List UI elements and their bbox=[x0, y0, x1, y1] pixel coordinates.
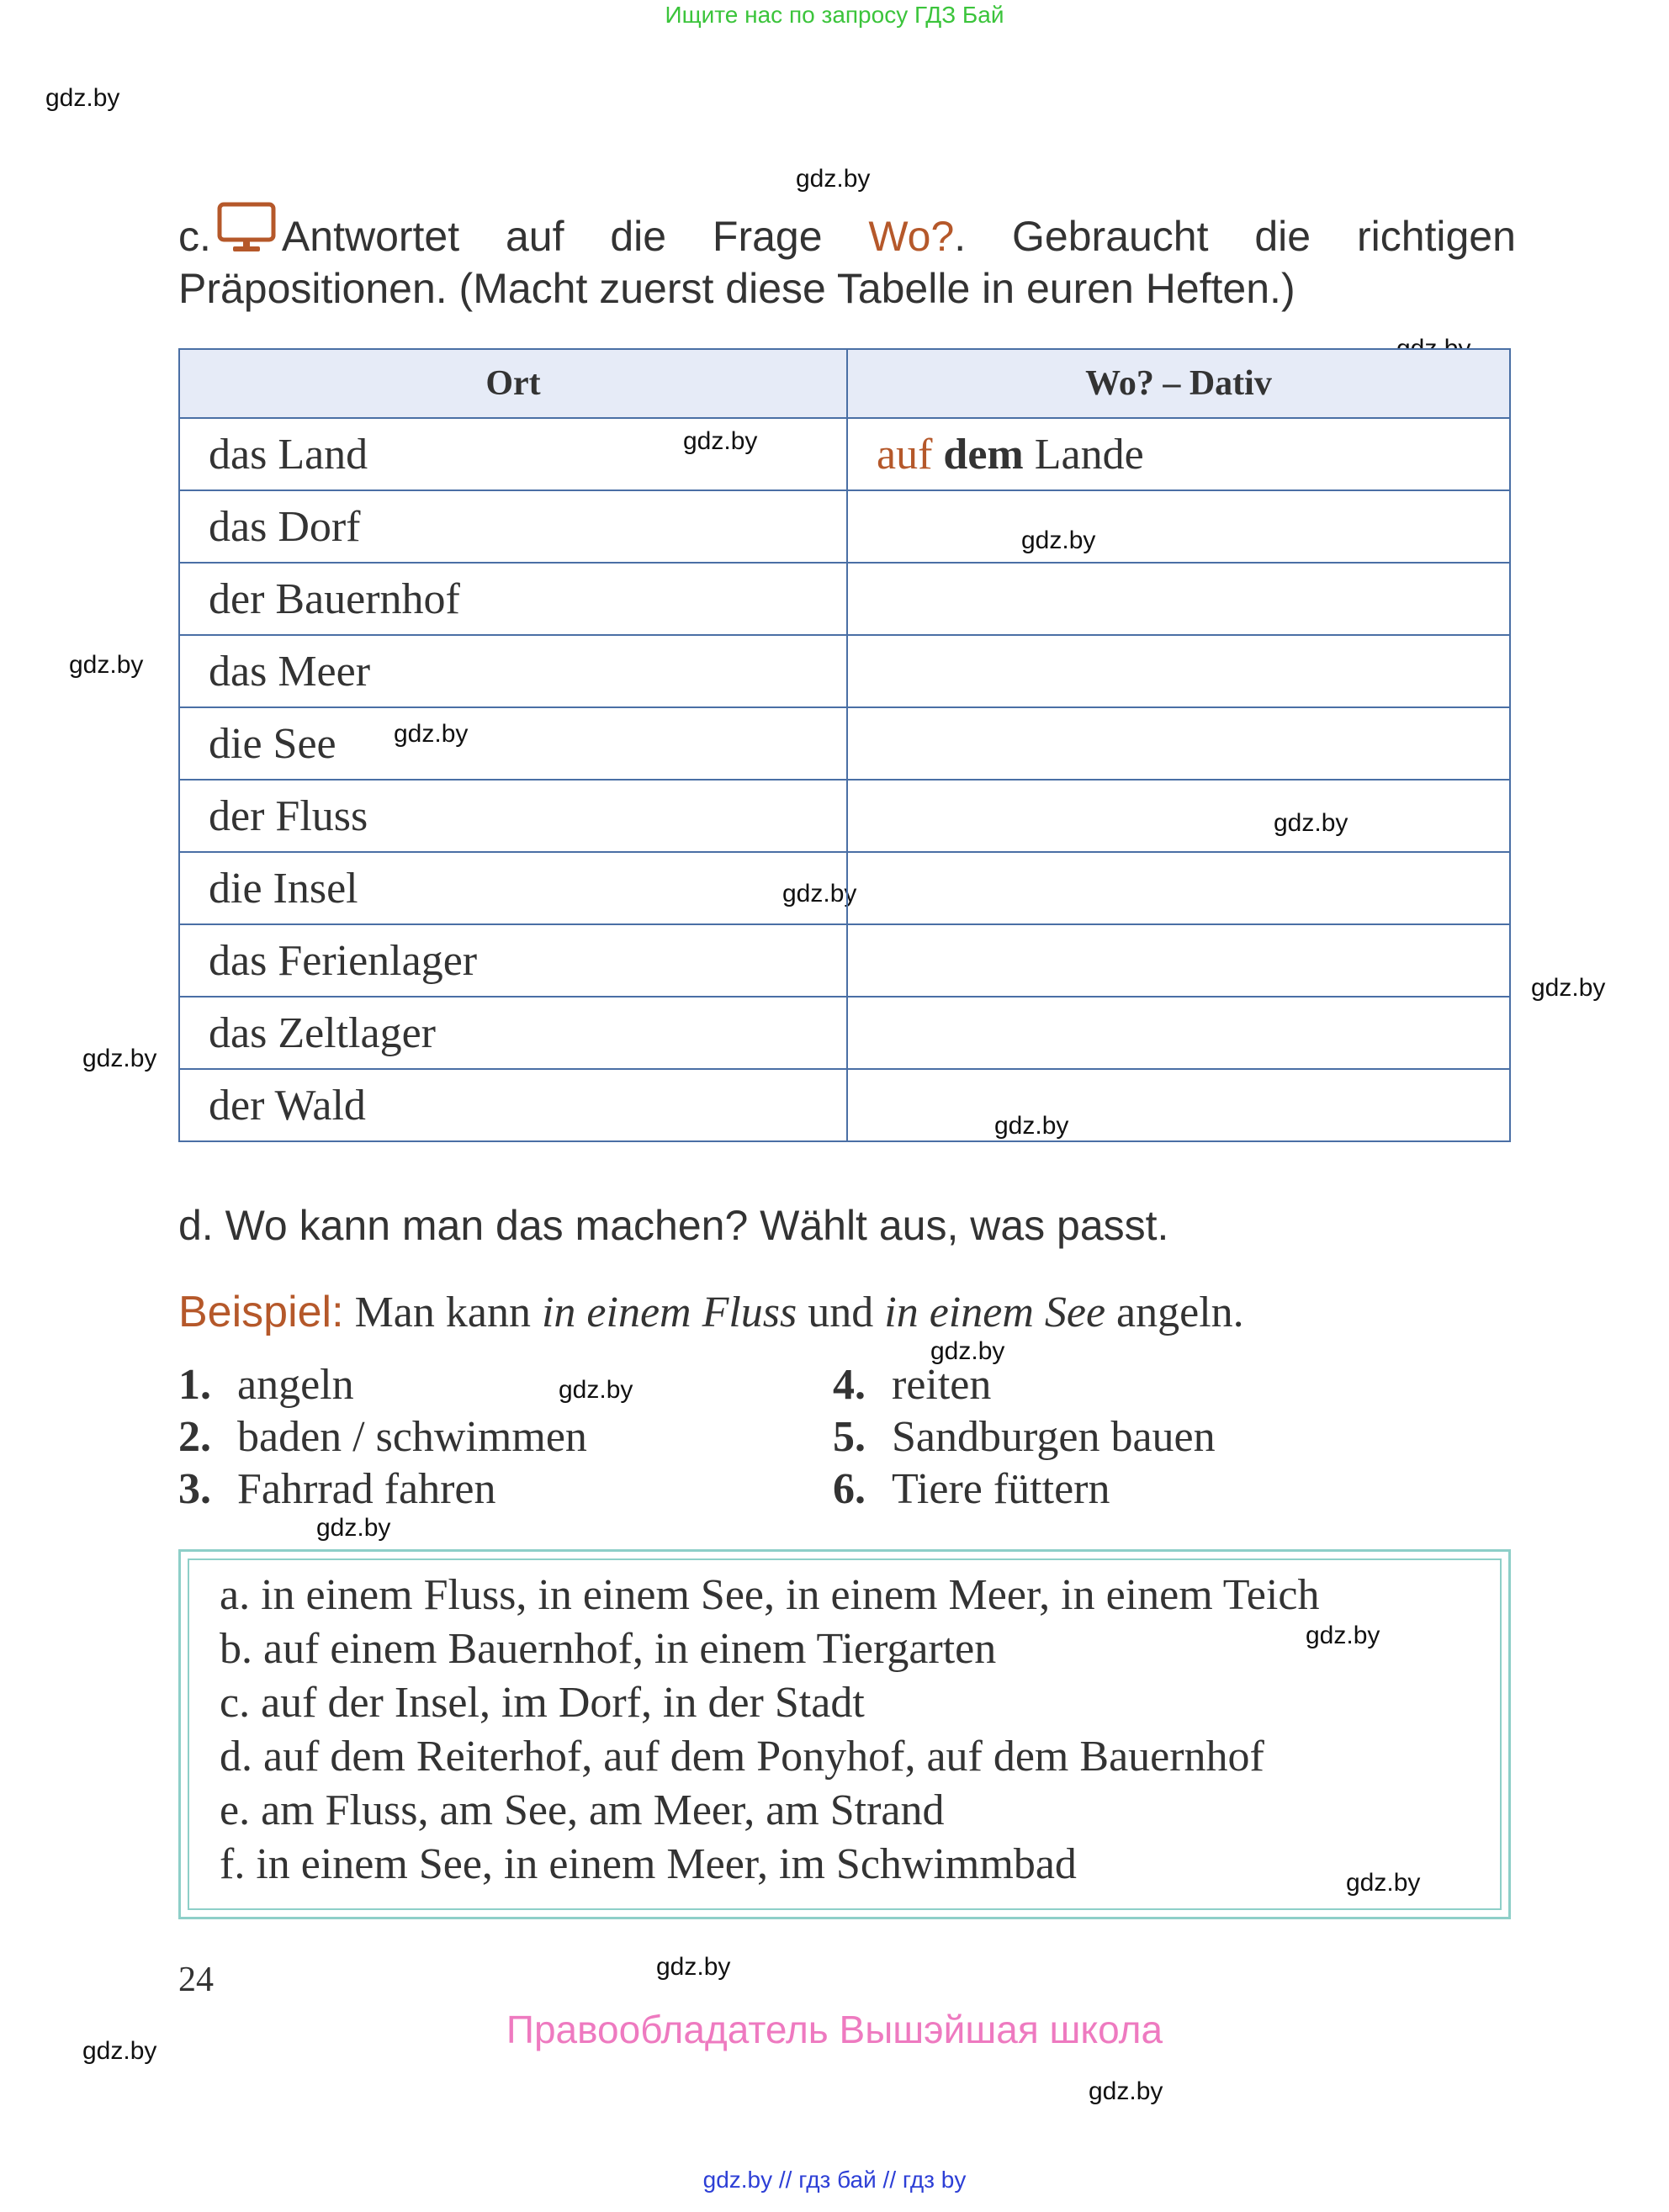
watermark: gdz.by bbox=[1021, 527, 1096, 554]
example-sentence bbox=[178, 1287, 1244, 1337]
example-italic: in einem Fluss bbox=[541, 1289, 797, 1336]
instruction-line-2: Präpositionen. (Macht zuerst diese Tabelle in euren Heften.) bbox=[178, 265, 1295, 312]
table-row bbox=[179, 780, 1510, 852]
activities-list-right bbox=[833, 1359, 1216, 1516]
place-cell: das Dorf bbox=[179, 490, 847, 563]
rights-holder: Правообладатель Вышэйшая школа bbox=[506, 2008, 1163, 2051]
example-text: Man kann bbox=[343, 1289, 542, 1336]
punctuation: . bbox=[954, 213, 967, 260]
computer-monitor-icon bbox=[216, 202, 277, 254]
place-cell: die Insel bbox=[179, 852, 847, 924]
word: die bbox=[1254, 213, 1311, 260]
table-row bbox=[179, 707, 1510, 780]
place-cell: das Ferienlager bbox=[179, 924, 847, 997]
table-row bbox=[179, 997, 1510, 1069]
answer-cell[interactable] bbox=[847, 852, 1510, 924]
watermark: gdz.by bbox=[796, 165, 871, 193]
watermark: gdz.by bbox=[82, 1045, 157, 1072]
answer-cell[interactable] bbox=[847, 635, 1510, 707]
option-c: c. auf der Insel, im Dorf, in der Stadt bbox=[220, 1679, 865, 1727]
word: Gebraucht bbox=[1012, 213, 1209, 260]
watermark: gdz.by bbox=[994, 1112, 1069, 1140]
answer-noun: Lande bbox=[1034, 430, 1144, 479]
bottom-links[interactable]: gdz.by // гдз бай // гдз by bbox=[702, 2167, 967, 2193]
question-word: Wo? bbox=[868, 213, 955, 260]
watermark: gdz.by bbox=[782, 880, 857, 908]
list-item bbox=[833, 1359, 1216, 1411]
item-text: Fahrrad fahren bbox=[237, 1465, 496, 1513]
header-ort: Ort bbox=[179, 349, 847, 418]
example-text: angeln. bbox=[1105, 1289, 1244, 1336]
table-row bbox=[179, 635, 1510, 707]
item-number: 3. bbox=[178, 1465, 211, 1513]
list-item bbox=[178, 1359, 587, 1411]
watermark: gdz.by bbox=[69, 651, 144, 679]
task-d-title: d. Wo kann man das machen? Wählt aus, was passt. bbox=[178, 1202, 1169, 1249]
task-c-instruction bbox=[178, 202, 1516, 315]
word: Antwortet bbox=[281, 213, 460, 260]
places-table bbox=[178, 348, 1511, 1142]
option-d: d. auf dem Reiterhof, auf dem Ponyhof, auf dem Bauernhof bbox=[220, 1733, 1264, 1781]
activities-list-left bbox=[178, 1359, 587, 1516]
options-list bbox=[220, 1569, 1319, 1892]
top-note: Ищите нас по запросу ГДЗ Бай bbox=[665, 2, 1004, 28]
watermark: gdz.by bbox=[394, 720, 469, 748]
answer-cell[interactable] bbox=[847, 924, 1510, 997]
watermark: gdz.by bbox=[1274, 809, 1348, 837]
item-number: 6. bbox=[833, 1465, 866, 1513]
place-cell: der Fluss bbox=[179, 780, 847, 852]
word: richtigen bbox=[1356, 213, 1516, 260]
place-cell: das Land bbox=[179, 418, 847, 490]
option-e: e. am Fluss, am See, am Meer, am Strand bbox=[220, 1786, 945, 1834]
list-item bbox=[833, 1411, 1216, 1463]
answer-cell[interactable] bbox=[847, 563, 1510, 635]
example-text: und bbox=[797, 1289, 885, 1336]
option-b: b. auf einem Bauernhof, in einem Tiergarten bbox=[220, 1625, 997, 1673]
watermark: gdz.by bbox=[930, 1337, 1005, 1365]
watermark: gdz.by bbox=[316, 1514, 391, 1542]
item-text: reiten bbox=[892, 1361, 992, 1409]
example-italic: in einem See bbox=[884, 1289, 1106, 1336]
place-cell: das Meer bbox=[179, 635, 847, 707]
watermark: gdz.by bbox=[1346, 1869, 1421, 1897]
watermark: gdz.by bbox=[82, 2037, 157, 2065]
item-text: angeln bbox=[237, 1361, 354, 1409]
answer-cell bbox=[847, 418, 1510, 490]
watermark: gdz.by bbox=[683, 427, 758, 455]
word: die bbox=[610, 213, 667, 260]
item-number: 1. bbox=[178, 1361, 211, 1409]
watermark: gdz.by bbox=[1089, 2077, 1163, 2105]
place-cell: das Zeltlager bbox=[179, 997, 847, 1069]
item-text: Tiere füttern bbox=[892, 1465, 1110, 1513]
item-number: 5. bbox=[833, 1413, 866, 1461]
answer-article: dem bbox=[943, 430, 1024, 479]
header-wo-dativ: Wo? – Dativ bbox=[847, 349, 1510, 418]
watermark: gdz.by bbox=[559, 1376, 633, 1404]
place-cell: der Bauernhof bbox=[179, 563, 847, 635]
answer-preposition: auf bbox=[877, 430, 933, 479]
options-box bbox=[178, 1549, 1511, 1919]
task-letter: c. bbox=[178, 213, 211, 260]
item-number: 4. bbox=[833, 1361, 866, 1409]
word: auf bbox=[505, 213, 564, 260]
table-row bbox=[179, 563, 1510, 635]
answer-cell[interactable] bbox=[847, 780, 1510, 852]
answer-cell[interactable] bbox=[847, 1069, 1510, 1141]
list-item bbox=[178, 1411, 587, 1463]
example-label: Beispiel: bbox=[178, 1288, 344, 1336]
table-row bbox=[179, 852, 1510, 924]
item-text: baden / schwimmen bbox=[237, 1413, 587, 1461]
option-f: f. in einem See, in einem Meer, im Schwimmbad bbox=[220, 1840, 1077, 1888]
answer-cell[interactable] bbox=[847, 707, 1510, 780]
place-cell: der Wald bbox=[179, 1069, 847, 1141]
word: Frage bbox=[712, 213, 823, 260]
watermark: gdz.by bbox=[656, 1953, 731, 1981]
watermark: gdz.by bbox=[45, 84, 120, 112]
item-text: Sandburgen bauen bbox=[892, 1413, 1216, 1461]
list-item bbox=[178, 1463, 587, 1516]
page-number: 24 bbox=[178, 1961, 214, 1999]
table-row bbox=[179, 924, 1510, 997]
table-header-row bbox=[179, 349, 1510, 418]
table-row bbox=[179, 1069, 1510, 1141]
answer-cell[interactable] bbox=[847, 490, 1510, 563]
list-item bbox=[833, 1463, 1216, 1516]
table-row bbox=[179, 490, 1510, 563]
table-row bbox=[179, 418, 1510, 490]
item-number: 2. bbox=[178, 1413, 211, 1461]
answer-cell[interactable] bbox=[847, 997, 1510, 1069]
place-cell: die See bbox=[179, 707, 847, 780]
watermark: gdz.by bbox=[1306, 1622, 1380, 1649]
option-a: a. in einem Fluss, in einem See, in einem Meer, in einem Teich bbox=[220, 1571, 1320, 1619]
watermark: gdz.by bbox=[1531, 974, 1606, 1002]
